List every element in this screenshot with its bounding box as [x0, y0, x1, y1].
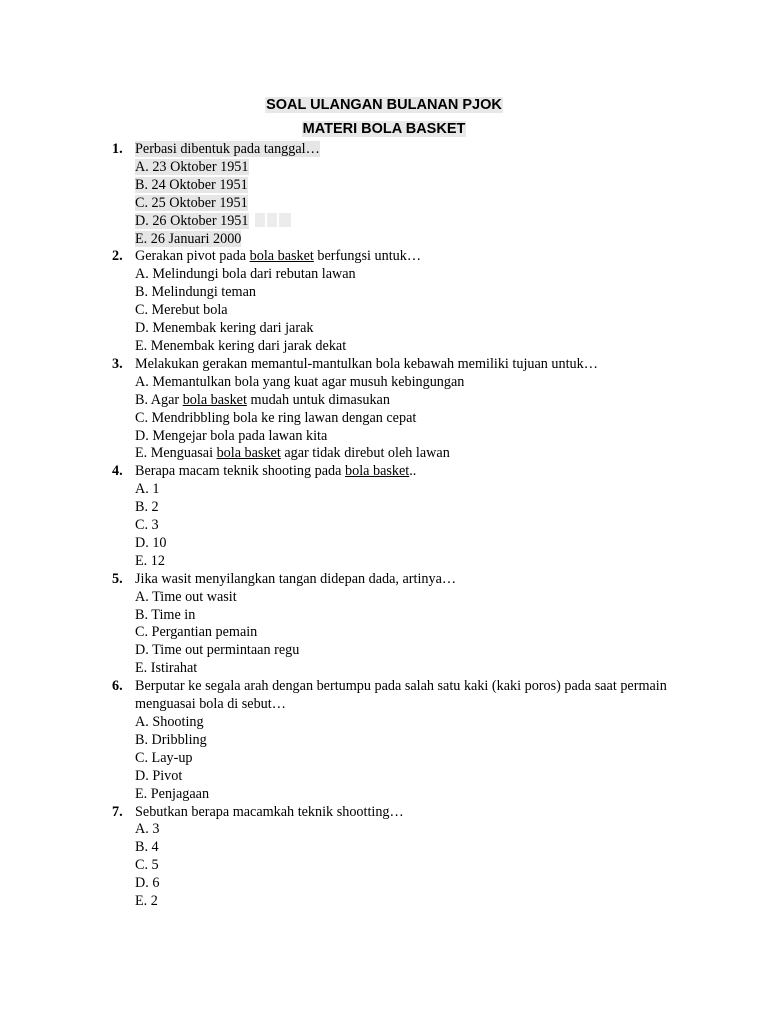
question-number: 4. [112, 463, 123, 480]
option-d: D. Mengejar bola pada lawan kita [135, 427, 328, 444]
question-4 [112, 463, 672, 570]
option-d: D. Time out permintaan regu [135, 642, 300, 659]
question-2 [112, 248, 672, 355]
question-6 [112, 678, 672, 803]
question-number: 1. [112, 141, 123, 157]
document-subtitle [0, 119, 768, 139]
option-c: C. Mendribbling bola ke ring lawan dengan cepat [135, 409, 417, 426]
option-a: A. 1 [135, 481, 160, 498]
option-b: B. Dribbling [135, 731, 207, 748]
option-c: C. Merebut bola [135, 302, 228, 319]
option-e: E. Istirahat [135, 660, 198, 677]
option-e: E. Menguasai bola basket agar tidak direbut oleh lawan [135, 445, 450, 462]
option-c: C. 3 [135, 517, 159, 534]
option-b: B. Melindungi teman [135, 284, 256, 301]
bola-basket-link[interactable]: bola basket [345, 463, 410, 480]
question-stem: Gerakan pivot pada bola basket berfungsi untuk… [135, 248, 422, 265]
question-number: 2. [112, 248, 123, 265]
question-number: 3. [112, 355, 123, 372]
option-e: E. Penjagaan [135, 785, 210, 802]
option-b: B. 2 [135, 499, 159, 516]
option-d: D. Menembak kering dari jarak [135, 320, 314, 337]
option-e: E. 2 [135, 893, 158, 910]
question-stem: Berapa macam teknik shooting pada bola basket.. [135, 463, 417, 480]
question-stem: Sebutkan berapa macamkah teknik shootting… [135, 803, 404, 820]
option-b: B. Time in [135, 606, 196, 623]
option-a: A. 3 [135, 821, 160, 838]
document-title [0, 95, 768, 115]
option-a: A. Melindungi bola dari rebutan lawan [135, 266, 356, 283]
question-number: 7. [112, 803, 123, 820]
question-number: 6. [112, 678, 123, 695]
option-e: E. 12 [135, 552, 165, 569]
question-stem: Perbasi dibentuk pada tanggal… [135, 141, 320, 157]
highlight-block [255, 213, 291, 227]
option-d: D. 10 [135, 534, 167, 551]
bola-basket-link[interactable]: bola basket [182, 391, 247, 408]
question-3 [112, 356, 672, 463]
option-a: A. Time out wasit [135, 588, 237, 605]
question-stem: Melakukan gerakan memantul-mantulkan bola kebawah memiliki tujuan untuk… [135, 355, 598, 372]
option-b: B. 4 [135, 839, 159, 856]
option-b: B. 24 Oktober 1951 [135, 176, 248, 193]
option-d: D. 26 Oktober 1951 [112, 213, 672, 231]
option-b: B. Agar bola basket mudah untuk dimasukan [135, 391, 390, 408]
option-d: D. Pivot [135, 767, 183, 784]
title-line-1: SOAL ULANGAN BULANAN PJOK [266, 97, 502, 113]
question-stem: Berputar ke segala arah dengan bertumpu pada salah satu kaki (kaki poros) pada saat permain menguasai bola di sebut… [135, 678, 667, 713]
question-7 [112, 804, 672, 911]
question-list [112, 141, 672, 911]
question-number: 5. [112, 570, 123, 587]
question-1 [112, 141, 672, 248]
option-a: A. Memantulkan bola yang kuat agar musuh kebingungan [135, 373, 465, 390]
option-c: C. Lay-up [135, 749, 193, 766]
option-d: D. 6 [135, 875, 160, 892]
option-e: E. 26 Januari 2000 [135, 230, 242, 247]
bola-basket-link[interactable]: bola basket [249, 248, 314, 265]
option-a: A. 23 Oktober 1951 [135, 158, 249, 175]
option-c: C. Pergantian pemain [135, 624, 258, 641]
question-stem: Jika wasit menyilangkan tangan didepan dada, artinya… [135, 570, 457, 587]
option-e: E. Menembak kering dari jarak dekat [135, 337, 347, 354]
option-c: C. 25 Oktober 1951 [135, 194, 248, 211]
option-c: C. 5 [135, 857, 159, 874]
title-line-2: MATERI BOLA BASKET [302, 121, 466, 137]
bola-basket-link[interactable]: bola basket [216, 445, 281, 462]
option-a: A. Shooting [135, 714, 204, 730]
question-5 [112, 571, 672, 678]
